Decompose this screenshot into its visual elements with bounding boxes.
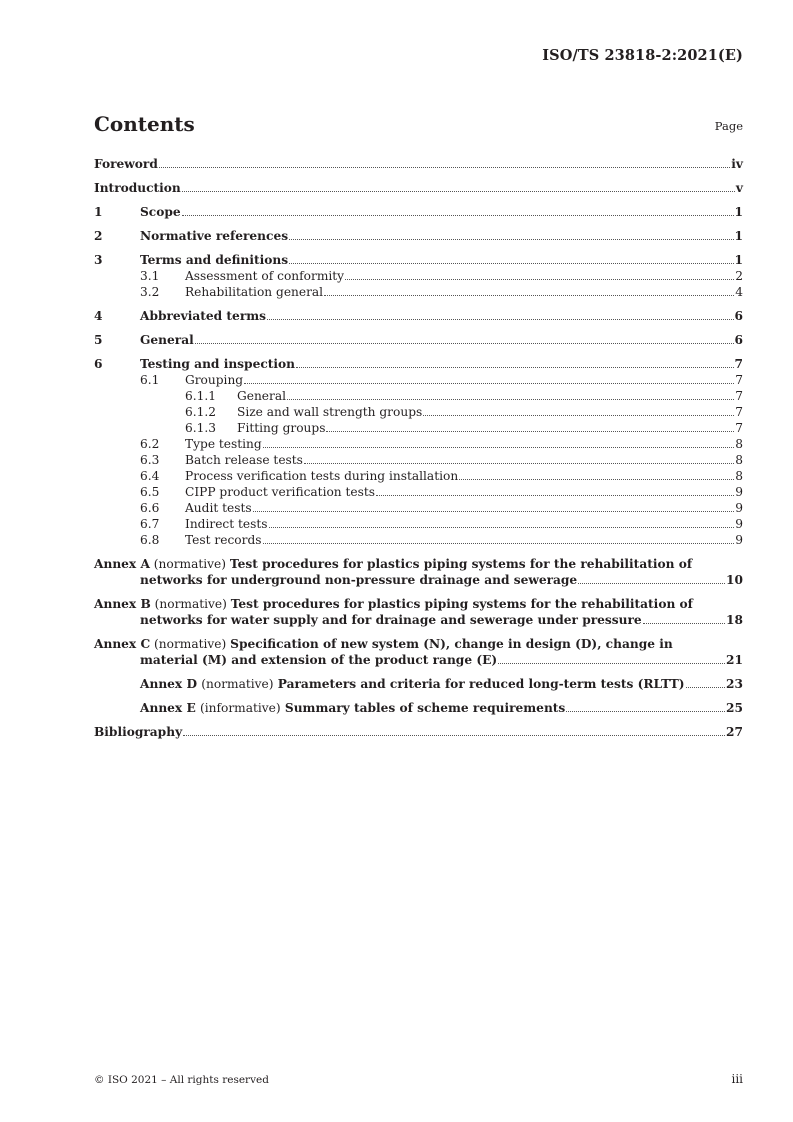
toc-entry[interactable] — [94, 468, 743, 484]
toc-entry-title: Introduction — [94, 181, 181, 195]
toc-entry[interactable] — [94, 500, 743, 516]
dot-leader — [289, 263, 733, 264]
toc-entry-number: 5 — [94, 333, 103, 347]
toc-entry-page: 8 — [735, 453, 743, 467]
toc-entry-page: 8 — [735, 437, 743, 451]
annex-kind: (informative) — [199, 701, 281, 715]
toc-entry-page: 7 — [735, 421, 743, 435]
toc-entry-number: 6.1.1 — [185, 389, 217, 403]
toc-entry[interactable] — [94, 388, 743, 404]
toc-entry[interactable] — [94, 452, 743, 468]
dot-leader — [195, 343, 734, 344]
annex-heading-line — [140, 700, 565, 716]
toc-entry-number: 3.1 — [140, 269, 160, 283]
toc-entry-page: 7 — [735, 373, 743, 387]
annex-label: Annex D — [140, 677, 198, 691]
annex-heading-line — [140, 676, 685, 692]
toc-entry[interactable] — [94, 372, 743, 388]
toc-entry-title: Indirect tests — [185, 517, 268, 531]
dot-leader — [296, 367, 734, 368]
toc-entry[interactable] — [94, 532, 743, 548]
toc-entry-number: 6.5 — [140, 485, 160, 499]
toc-entry-number: 6.3 — [140, 453, 160, 467]
toc-entry-page: 23 — [726, 677, 743, 691]
toc-annex[interactable] — [94, 556, 743, 588]
document-id: ISO/TS 23818-2:2021(E) — [542, 47, 743, 64]
toc-entry-title: Fitting groups — [237, 421, 326, 435]
annex-continuation — [94, 572, 743, 588]
toc-entry-page: 9 — [735, 501, 743, 515]
toc-entry-title: Size and wall strength groups — [237, 405, 423, 419]
toc-entry[interactable] — [94, 204, 743, 220]
page-column-label: Page — [714, 119, 743, 133]
annex-title-line1: Parameters and criteria for reduced long-term tests (RLTT) — [277, 677, 685, 691]
toc-entry-title: Type testing — [185, 437, 262, 451]
dot-leader — [643, 623, 725, 624]
toc-entry[interactable] — [94, 420, 743, 436]
toc-entry-page: 2 — [735, 269, 743, 283]
toc-entry-page: 1 — [734, 253, 743, 267]
copyright-notice: © ISO 2021 – All rights reserved — [94, 1074, 269, 1086]
toc-entry-title: General — [140, 333, 194, 347]
dot-leader — [263, 447, 735, 448]
dot-leader — [423, 415, 734, 416]
toc-entry[interactable] — [94, 228, 743, 244]
annex-heading-line — [94, 596, 743, 612]
dot-leader — [253, 511, 735, 512]
toc-entry-number: 3.2 — [140, 285, 160, 299]
toc-entry[interactable] — [94, 252, 743, 268]
dot-leader — [183, 735, 725, 736]
toc-entry[interactable] — [94, 156, 743, 172]
dot-leader — [324, 295, 734, 296]
annex-kind: (normative) — [201, 677, 274, 691]
toc-entry-page: 8 — [735, 469, 743, 483]
dot-leader — [304, 463, 734, 464]
annex-single-line — [94, 676, 743, 692]
dot-leader — [269, 527, 735, 528]
toc-entry-number: 6 — [94, 357, 103, 371]
toc-entry-page: 4 — [735, 285, 743, 299]
annex-label: Annex E — [140, 701, 196, 715]
dot-leader — [459, 479, 734, 480]
annex-title-line1: Summary tables of scheme requirements — [284, 701, 566, 715]
toc-entry-page: 9 — [735, 485, 743, 499]
annex-heading-line — [94, 636, 743, 652]
annex-single-line — [94, 700, 743, 716]
dot-leader — [182, 191, 735, 192]
annex-title-line1: Specification of new system (N), change in design (D), change in — [230, 637, 673, 651]
toc-entry[interactable] — [94, 284, 743, 300]
toc-entry-page: 27 — [726, 725, 743, 739]
toc-entry-page: 9 — [735, 533, 743, 547]
dot-leader — [289, 239, 733, 240]
toc-entry-number: 6.1.3 — [185, 421, 217, 435]
toc-entry-number: 4 — [94, 309, 103, 323]
toc-entry-title: Rehabilitation general — [185, 285, 324, 299]
annex-kind: (normative) — [154, 597, 227, 611]
page-number: iii — [731, 1072, 743, 1086]
toc-entry[interactable] — [94, 308, 743, 324]
dot-leader — [244, 383, 734, 384]
toc-entry[interactable] — [94, 436, 743, 452]
toc-entry-number: 1 — [94, 205, 103, 219]
toc-entry-title: Grouping — [185, 373, 244, 387]
toc-annex[interactable] — [94, 676, 743, 692]
toc-entry-page: 9 — [735, 517, 743, 531]
toc-annex[interactable] — [94, 596, 743, 628]
toc-entry-number: 6.7 — [140, 517, 160, 531]
toc-entry-title: Testing and inspection — [140, 357, 295, 371]
dot-leader — [267, 319, 734, 320]
toc-entry-title: Terms and definitions — [140, 253, 289, 267]
toc-entry-page: 25 — [726, 701, 743, 715]
toc-entry-page: 1 — [734, 229, 743, 243]
dot-leader — [326, 431, 734, 432]
annex-heading-line — [94, 556, 743, 572]
toc-entry-number: 6.4 — [140, 469, 160, 483]
annex-title-line1: Test procedures for plastics piping systems for the rehabilitation of — [230, 597, 693, 611]
toc-entry-title: General — [237, 389, 286, 403]
toc-entry-page: iv — [731, 157, 743, 171]
toc-entry-number: 3 — [94, 253, 103, 267]
annex-label: Annex C — [94, 637, 151, 651]
annex-continuation — [94, 652, 743, 668]
dot-leader — [287, 399, 734, 400]
toc-entry-page: 21 — [726, 653, 743, 667]
page-title: Contents — [94, 112, 195, 136]
annex-kind: (normative) — [153, 557, 227, 571]
toc-entry[interactable] — [94, 332, 743, 348]
dot-leader — [345, 279, 734, 280]
toc-entry[interactable] — [94, 404, 743, 420]
toc-entry-page: 7 — [734, 357, 743, 371]
annex-title-line1: Test procedures for plastics piping systems for the rehabilitation of — [229, 557, 693, 571]
annex-continuation — [94, 612, 743, 628]
toc-entry-page: 6 — [734, 309, 743, 323]
annex-label: Annex A — [94, 557, 150, 571]
toc-entry-title: Process verification tests during installation — [185, 469, 459, 483]
toc-entry-title: Normative references — [140, 229, 289, 243]
annex-title-line2: networks for underground non-pressure drainage and sewerage — [140, 573, 578, 587]
dot-leader — [498, 663, 725, 664]
annex-kind: (normative) — [154, 637, 227, 651]
toc-entry[interactable] — [94, 180, 743, 196]
toc-entry[interactable] — [94, 516, 743, 532]
dot-leader — [566, 711, 725, 712]
dot-leader — [578, 583, 725, 584]
table-of-contents — [94, 156, 743, 740]
toc-entry-title: Scope — [140, 205, 181, 219]
toc-entry-title: Bibliography — [94, 725, 183, 739]
toc-entry[interactable] — [94, 268, 743, 284]
toc-entry-title: Abbreviated terms — [140, 309, 266, 323]
toc-entry-number: 6.2 — [140, 437, 160, 451]
toc-entry-page: 10 — [726, 573, 743, 587]
annex-title-line2: networks for water supply and for drainage and sewerage under pressure — [140, 613, 642, 627]
toc-entry-title: Assessment of conformity — [185, 269, 345, 283]
toc-entry-page: 7 — [735, 405, 743, 419]
toc-entry-number: 6.8 — [140, 533, 160, 547]
toc-entry-page: 7 — [735, 389, 743, 403]
dot-leader — [159, 167, 730, 168]
dot-leader — [182, 215, 734, 216]
toc-entry[interactable] — [94, 356, 743, 372]
annex-title-line2: material (M) and extension of the product range (E) — [140, 653, 498, 667]
toc-entry-page: v — [735, 181, 743, 195]
toc-entry-number: 6.1 — [140, 373, 160, 387]
dot-leader — [376, 495, 734, 496]
toc-entry-title: Audit tests — [185, 501, 252, 515]
toc-bibliography[interactable] — [94, 724, 743, 740]
toc-entry-title: Batch release tests — [185, 453, 303, 467]
toc-entry-page: 6 — [734, 333, 743, 347]
dot-leader — [686, 687, 725, 688]
toc-entry-title: Test records — [185, 533, 262, 547]
dot-leader — [263, 543, 735, 544]
toc-entry-number: 6.6 — [140, 501, 160, 515]
toc-annex[interactable] — [94, 636, 743, 668]
annex-label: Annex B — [94, 597, 151, 611]
toc-entry-number: 6.1.2 — [185, 405, 217, 419]
toc-entry-page: 1 — [734, 205, 743, 219]
toc-entry[interactable] — [94, 484, 743, 500]
toc-entry-page: 18 — [726, 613, 743, 627]
toc-entry-title: CIPP product verification tests — [185, 485, 376, 499]
toc-annex[interactable] — [94, 700, 743, 716]
toc-entry-title: Foreword — [94, 157, 158, 171]
toc-entry-number: 2 — [94, 229, 103, 243]
